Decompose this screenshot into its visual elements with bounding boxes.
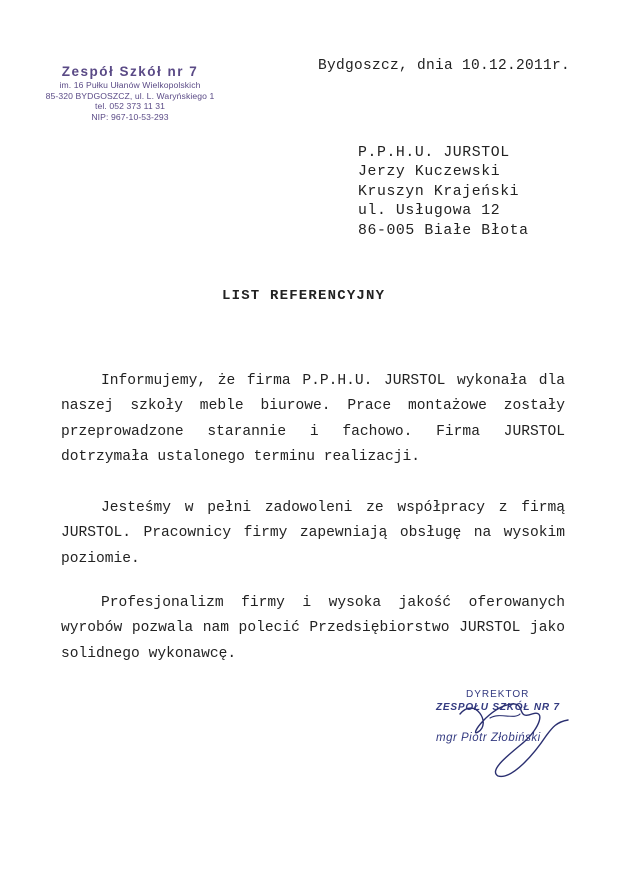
signature-stamp-name: mgr Piotr Złobiński [436,732,541,744]
signature-stamp-title: DYREKTOR [466,689,530,700]
stamp-patron: im. 16 Pułku Ułanów Wielkopolskich [59,80,201,90]
document-title: LIST REFERENCYJNY [222,288,386,304]
stamp-nip: NIP: 967-10-53-293 [91,111,169,122]
stamp-address: 85-320 BYDGOSZCZ, ul. L. Waryńskiego 1 [45,90,215,101]
school-stamp [30,64,230,122]
recipient-line: 86-005 Białe Błota [358,222,529,239]
place-date: Bydgoszcz, dnia 10.12.2011r. [318,58,571,74]
recipient-line: P.P.H.U. JURSTOL [358,145,510,161]
signature-block [420,684,590,784]
recipient-line: Jerzy Kuczewski [358,164,501,181]
recipient-line: ul. Usługowa 12 [358,203,501,220]
stamp-school-name: Zespół Szkół nr 7 [61,64,199,79]
handwritten-signature [420,684,590,784]
stamp-phone: tel. 052 373 11 31 [95,101,165,112]
body-paragraph: Profesjonalizm firmy i wysoka jakość oferowanych wyrobów pozwala nam polecić Przedsiębiorstwo JURSTOL jako solidnego wykonawcę. [61,594,565,662]
recipient-line: Kruszyn Krajeński [358,183,520,200]
signature-stamp-school: ZESPOŁU SZKÓŁ NR 7 [436,702,560,713]
recipient-address [358,144,529,241]
body-paragraph: Jesteśmy w pełni zadowoleni ze współpracy z firmą JURSTOL. Pracownicy firmy zapewniają obsługę na wysokim poziomie. [61,499,565,567]
body-paragraph: Informujemy, że firma P.P.H.U. JURSTOL wykonała dla naszej szkoły meble biurowe. Prace montażowe zostały przeprowadzone starannie i fachowo. Firma JURSTOL dotrzymała ustalonego terminu realizacji. [61,372,565,466]
